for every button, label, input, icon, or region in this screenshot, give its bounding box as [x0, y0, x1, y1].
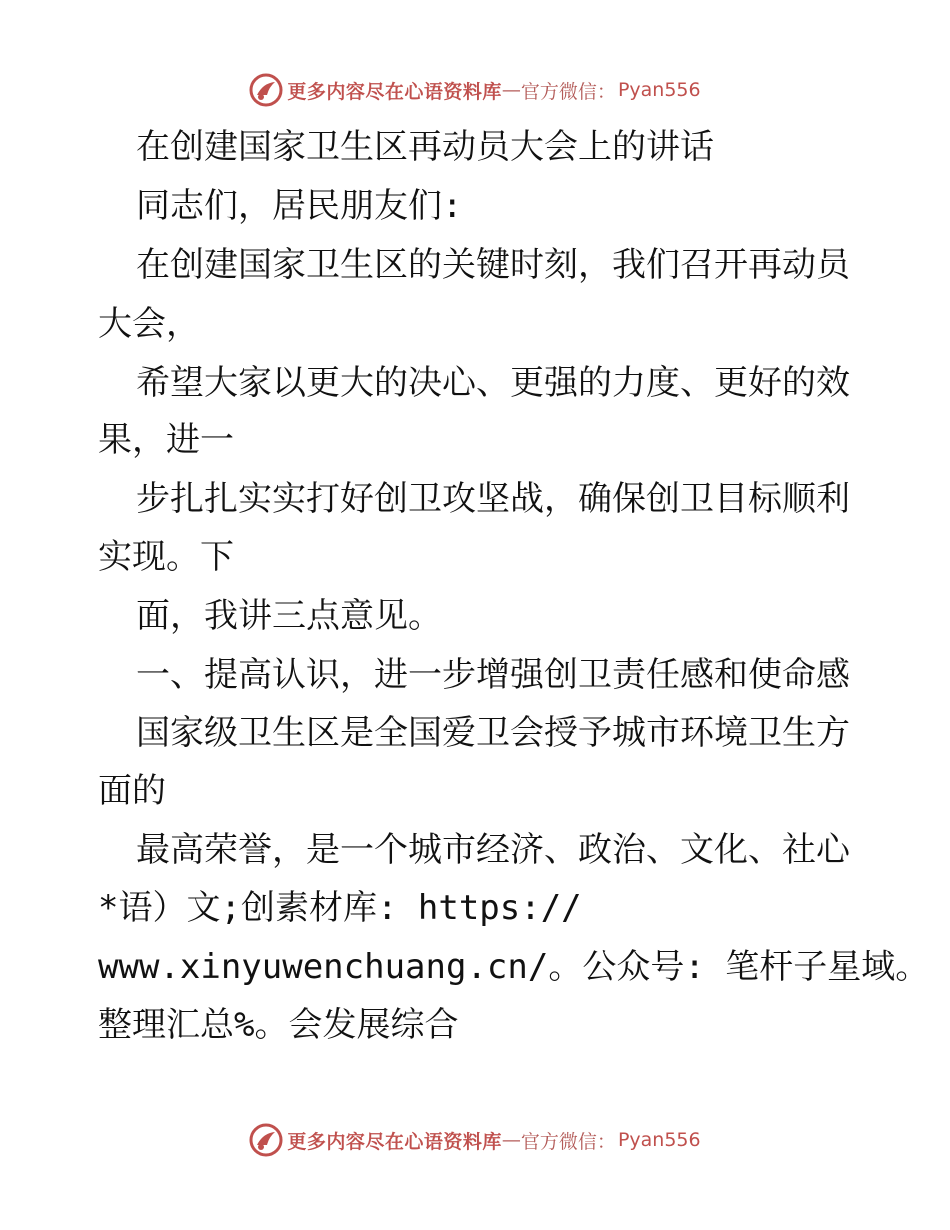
paragraph-line: *语）文;创素材库: https:// — [98, 888, 582, 928]
seal-logo-icon — [249, 1123, 283, 1157]
banner-separator: — — [501, 79, 521, 101]
paragraph-line: 在创建国家卫生区的关键时刻，我们召开再动员 — [136, 245, 850, 285]
banner-site-text: 更多内容尽在心语资料库 — [287, 1130, 502, 1153]
section-heading: 一、提高认识，进一步增强创卫责任感和使命感 — [136, 655, 850, 695]
paragraph-line: 实现。下 — [98, 537, 234, 577]
footer-banner — [0, 1120, 950, 1160]
paragraph-line: 最高荣誉，是一个城市经济、政治、文化、社心 — [136, 830, 850, 870]
paragraph-line: 大会， — [98, 304, 200, 344]
paragraph-line: 面的 — [98, 771, 166, 811]
paragraph-line: 步扎扎实实打好创卫攻坚战，确保创卫目标顺利 — [136, 479, 850, 519]
paragraph-line: www.xinyuwenchuang.cn/。公众号: 笔杆子星域。 — [98, 947, 930, 987]
seal-logo-icon — [249, 73, 283, 107]
paragraph-line: 整理汇总%。会发展综合 — [98, 1005, 459, 1045]
banner-wechat-id: Pyan556 — [617, 1129, 701, 1151]
salutation: 同志们，居民朋友们: — [136, 186, 463, 226]
header-banner — [0, 70, 950, 110]
paragraph-line: 希望大家以更大的决心、更强的力度、更好的效 — [136, 363, 850, 403]
speech-title: 在创建国家卫生区再动员大会上的讲话 — [136, 127, 714, 167]
paragraph-line: 面，我讲三点意见。 — [136, 596, 442, 636]
paragraph-line: 果，进一 — [98, 420, 234, 460]
banner-wechat-label: 官方微信： — [520, 80, 616, 103]
paragraph-line: 国家级卫生区是全国爱卫会授予城市环境卫生方 — [136, 713, 850, 753]
banner-site-text: 更多内容尽在心语资料库 — [287, 80, 502, 103]
banner-wechat-label: 官方微信： — [520, 1130, 616, 1153]
banner-separator: — — [501, 1129, 521, 1151]
banner-wechat-id: Pyan556 — [617, 79, 701, 101]
